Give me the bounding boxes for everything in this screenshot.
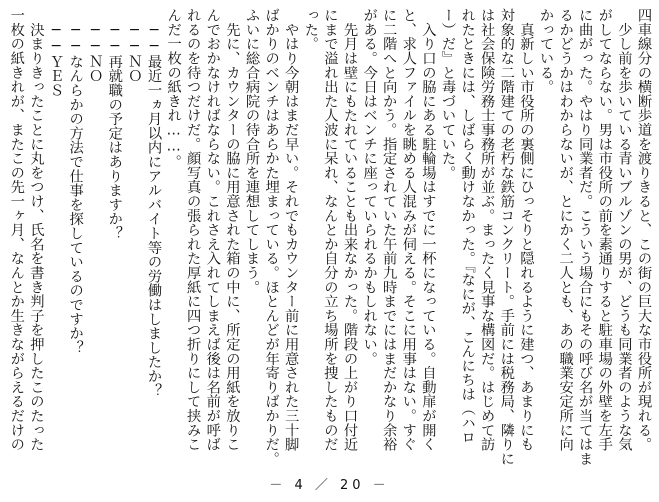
text-column: 先月は壁にもたれていることも出来なかった。階段の上がり口付近	[342, 8, 358, 452]
text-column: 先に、カウンターの脇に用意された箱の中に、所定の用紙を放りこ	[224, 8, 241, 452]
text-column: ──ＮＯ	[126, 8, 143, 83]
text-column: ──ＮＯ	[87, 8, 104, 83]
text-column: がしてならない。男は市役所の前を素通りすると駐車場の外壁を左手	[596, 8, 613, 452]
text-column: んでおかなければならない。これさえ入れてしまえば後は名前が呼ば	[204, 8, 221, 452]
text-column: ──なんらかの方法で仕事を探しているのですか？	[67, 8, 84, 355]
text-column: ふいに総合病院の待合所を連想してしまう。	[244, 8, 260, 294]
text-column: に二階へと向かう。指定されていた午前九時までにはまだかなり余裕	[381, 8, 398, 452]
text-column: 一枚の紙きれが、またこの先一ヶ月、なんとか生きながらえるだけの	[8, 8, 25, 452]
text-column: は社会保険労務士事務所が並ぶ。まったく見事な構図だ。はじめて訪	[479, 8, 496, 452]
text-column: かっている。	[538, 8, 554, 94]
text-column: やはり今朝はまだ早い。それでもカウンター前に用意された三十脚	[283, 8, 300, 452]
text-column: 真新しい市役所の裏側にひっそりと隠れるように建つ、あまりにも	[518, 8, 535, 452]
text-column: 四車線分の横断歩道を渡りきると、この街の巨大な市役所が現れる。	[636, 8, 652, 452]
text-column: ──ＹＥＳ	[48, 8, 64, 98]
text-column: ──最近一ヵ月以内にアルバイト等の労働はしましたか？	[146, 8, 162, 398]
text-column: がある。今日はベンチに座っていられるかもしれない。	[361, 8, 378, 366]
text-column: と、求人ファイルを眺める人混みが伺える。そこに用事はない。すぐ	[400, 8, 417, 452]
vertical-text-body	[2, 8, 654, 472]
text-column: るかどうかはわからないが、とにかく二人とも、あの職業安定所に向	[557, 8, 574, 452]
text-column: に曲がった。やはり同業者だ。こういう場合にもその呼び名が当てはま	[577, 8, 594, 466]
text-column: 入り口の脇にある駐輪場はすでに一杯になっている。自動扉が開く	[420, 8, 437, 452]
text-column: 決まりきったことに丸をつけ、氏名を書き判子を押したこのたった	[28, 8, 45, 452]
text-column: ──再就職の予定はありますか？	[106, 8, 123, 241]
text-column: んだ一枚の紙きれ……。	[165, 8, 182, 169]
text-column: にまで溢れ出た人波に呆れ、なんとか自分の立ち場所を捜したものだ	[322, 8, 339, 452]
text-column: 少し前を歩いている青いブルゾンの男が、どうも同業者のような気	[616, 8, 633, 452]
text-column: れたときには、しばらく動けなかった。『なにが、こんにちは（ハロ	[459, 8, 476, 445]
text-column: ばかりのベンチはあらかた埋まっている。ほとんどが年寄りばかりだ。	[263, 8, 280, 466]
text-column: ー）だ』と毒づいていた。	[440, 8, 456, 180]
text-column: れるのを待つだけだ。顔写真の張られた厚紙に四つ折りにして挟みこ	[185, 8, 202, 452]
text-column: 対象的な二階建ての老朽な鉄筋コンクリート。手前には税務局、隣りに	[498, 8, 515, 466]
page-number: － 4 ／ 20 －	[269, 478, 390, 493]
text-column: った。	[302, 8, 319, 51]
